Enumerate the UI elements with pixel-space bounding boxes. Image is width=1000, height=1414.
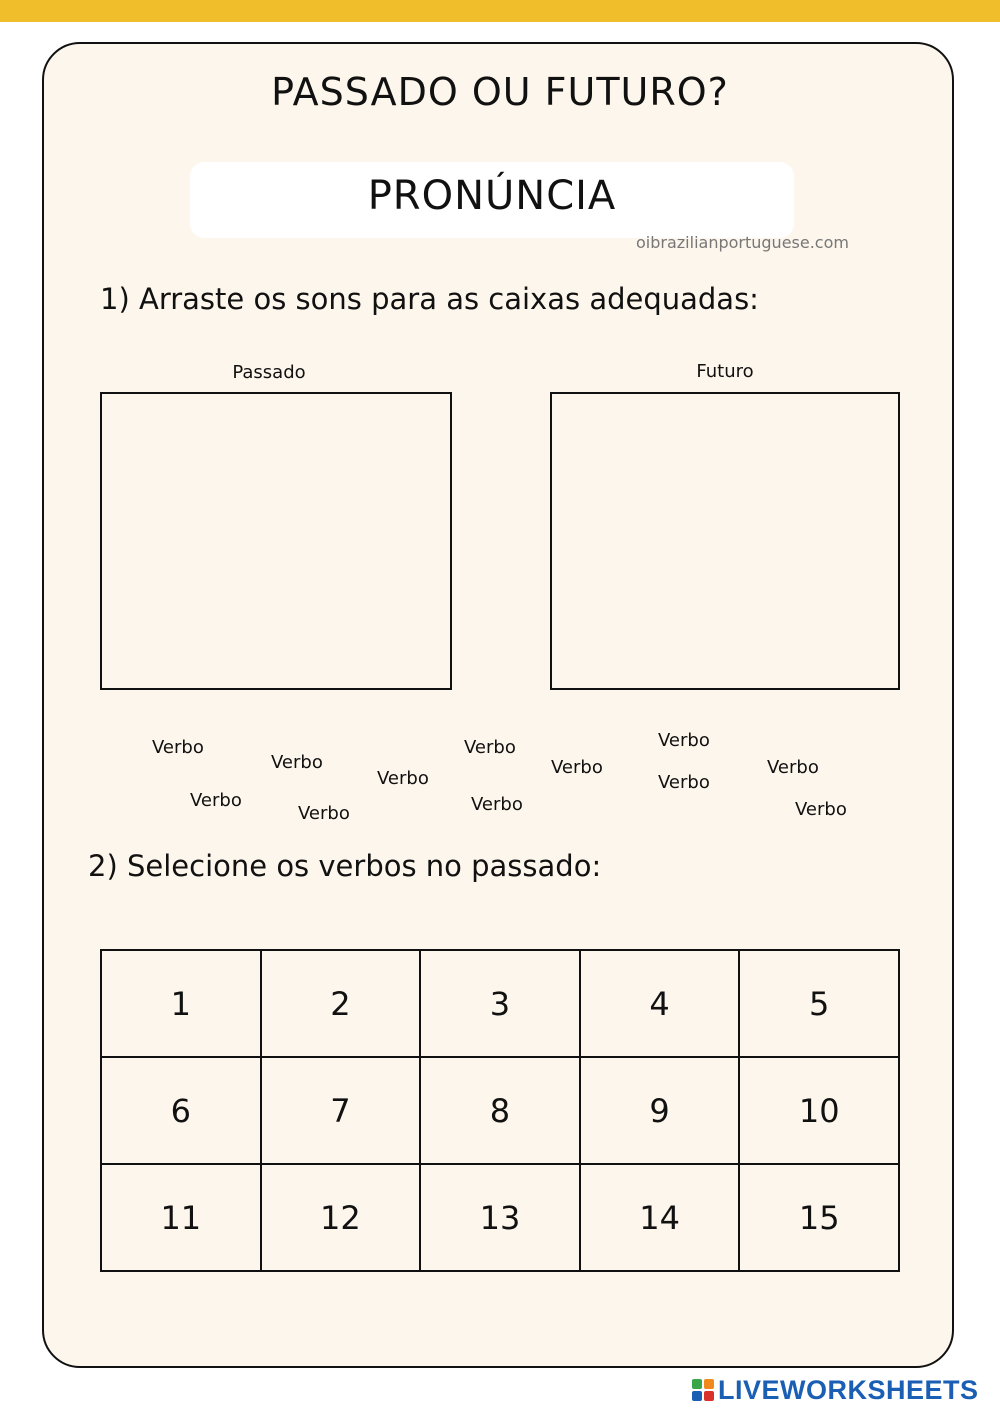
logo-square-red [704, 1391, 714, 1401]
grid-cell[interactable]: 15 [739, 1164, 899, 1271]
grid-cell[interactable]: 11 [101, 1164, 261, 1271]
grid-cell[interactable]: 13 [420, 1164, 580, 1271]
futuro-drop-zone[interactable] [550, 392, 900, 690]
grid-cell[interactable]: 9 [580, 1057, 740, 1164]
grid-cell[interactable]: 1 [101, 950, 261, 1057]
grid-cell[interactable]: 12 [261, 1164, 421, 1271]
verb-drag-item[interactable]: Verbo [298, 803, 350, 824]
grid-cell[interactable]: 7 [261, 1057, 421, 1164]
verb-drag-item[interactable]: Verbo [767, 757, 819, 778]
verb-drag-item[interactable]: Verbo [190, 790, 242, 811]
grid-cell[interactable]: 6 [101, 1057, 261, 1164]
passado-drop-zone[interactable] [100, 392, 452, 690]
verb-drag-item[interactable]: Verbo [377, 768, 429, 789]
grid-row [101, 950, 899, 1057]
verb-drag-item[interactable]: Verbo [658, 772, 710, 793]
grid-cell[interactable]: 14 [580, 1164, 740, 1271]
exercise-2-instruction: 2) Selecione os verbos no passado: [88, 849, 602, 883]
verb-drag-item[interactable]: Verbo [551, 757, 603, 778]
selection-grid [100, 949, 900, 1272]
liveworksheets-brand[interactable] [692, 1374, 979, 1406]
logo-square-green [692, 1379, 702, 1389]
grid-cell[interactable]: 5 [739, 950, 899, 1057]
verb-drag-item[interactable]: Verbo [658, 730, 710, 751]
exercise-1-instruction: 1) Arraste os sons para as caixas adequadas: [100, 282, 759, 316]
top-accent-bar [0, 0, 1000, 22]
source-watermark: oibrazilianportuguese.com [636, 233, 849, 252]
passado-box-label: Passado [232, 362, 306, 383]
worksheet-title: PASSADO OU FUTURO? [271, 70, 729, 114]
subtitle: PRONÚNCIA [367, 173, 617, 219]
grid-cell[interactable]: 3 [420, 950, 580, 1057]
brand-name: LIVEWORKSHEETS [718, 1374, 979, 1405]
logo-square-orange [704, 1379, 714, 1389]
subtitle-banner [190, 162, 794, 238]
grid-cell[interactable]: 4 [580, 950, 740, 1057]
verb-drag-item[interactable]: Verbo [471, 794, 523, 815]
grid-cell[interactable]: 2 [261, 950, 421, 1057]
grid-cell[interactable]: 10 [739, 1057, 899, 1164]
grid-cell[interactable]: 8 [420, 1057, 580, 1164]
logo-square-blue [692, 1391, 702, 1401]
liveworksheets-logo-icon [692, 1379, 714, 1401]
verb-drag-item[interactable]: Verbo [795, 799, 847, 820]
grid-row [101, 1057, 899, 1164]
grid-row [101, 1164, 899, 1271]
futuro-box-label: Futuro [696, 361, 754, 382]
verb-drag-item[interactable]: Verbo [271, 752, 323, 773]
verb-drag-item[interactable]: Verbo [464, 737, 516, 758]
verb-drag-item[interactable]: Verbo [152, 737, 204, 758]
